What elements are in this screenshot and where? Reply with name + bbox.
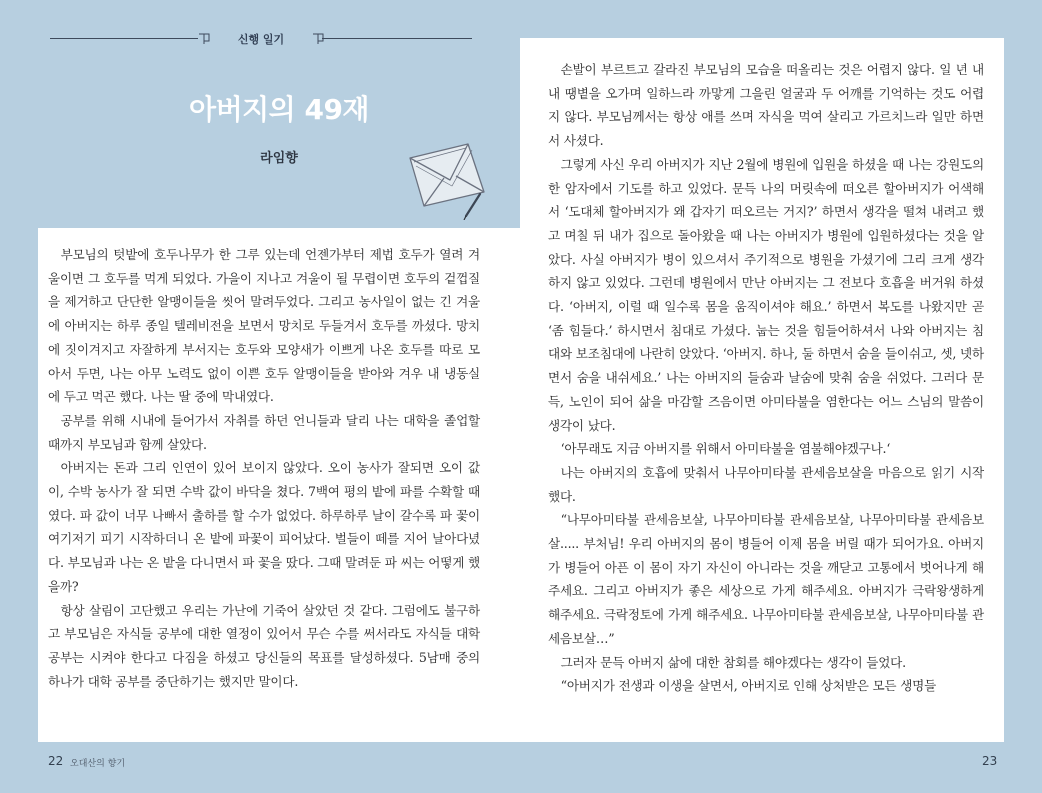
paragraph: 그러자 문득 아버지 삶에 대한 참회를 해야겠다는 생각이 들었다. bbox=[560, 654, 906, 670]
paragraph: 그렇게 사신 우리 아버지가 지난 2월에 병원에 입원을 하셨을 때 나는 강원도의 한 암자에서 기도를 하고 있었다. 문득 나의 머릿속에 떠오른 할아버지가 어색해서 ‘도대체 할아버지가 왜 갑자기 떠오르는 거지?’ 하면서 생각을 떨쳐 내려고 했고 며칠 뒤 내가 집으로 돌아왔을 때 나는 아버지가 병원에 입원하셨다는 것을 알았다. 사실 아버지가 병이 있으셔서 주기적으로 병원을 가셨기에 그리 크게 생각하지 않고 있었다. 그런데 병원에서 만난 아버지는 그 전보다 호흡을 버거워 하셨다. ‘아버지, 이럴 때 일수록 몸을 움직이셔야 해요.’ 하면서 복도를 나왔지만 곧 ‘좀 힘들다.’ 하시면서 침대로 가셨다. 눕는 것을 힘들어하셔서 나와 아버지는 침대와 보조침대에 나란히 앉았다. ‘아버지. 하나, 둘 하면서 숨을 들이쉬고, 셋, 넷하면서 숨을 내쉬세요.’ 나는 아버지의 들숨과 날숨에 맞춰 숨을 쉬었다. 그러다 문득, 노인이 되어 삶을 마감할 즈음이면 아미타불을 염한다는 어느 스님의 말씀이 생각이 났다. bbox=[548, 156, 984, 433]
envelope-pen-illustration-icon bbox=[406, 136, 496, 220]
section-label: 신행 일기 bbox=[237, 33, 285, 46]
page-number-right: 23 bbox=[982, 754, 998, 768]
paragraph: “나무아미타불 관세음보살, 나무아미타불 관세음보살, 나무아미타불 관세음보살..... 부처님! 우리 아버지의 몸이 병들어 이제 몸을 버릴 때가 되어가요. 아버지가 병들어 아픈 이 몸이 자기 자신이 아니라는 것을 깨닫고 고통에서 벗어나게 해주세요. 그리고 아버지가 좋은 세상으로 가게 해주세요. 아버지가 극락왕생하게 해주세요. 극락정토에 가게 해주세요. 나무아미타불 관세음보살, 나무아미타불 관세음보살…” bbox=[548, 512, 984, 646]
header-rule-right bbox=[322, 38, 472, 39]
paragraph: 부모님의 텃밭에 호두나무가 한 그루 있는데 언젠가부터 제법 호두가 열려 겨울이면 그 호두를 먹게 되었다. 가을이 지나고 겨울이 될 무렵이면 호두의 겉껍질을 제거하고 단단한 알맹이들을 씻어 말려두었다. 그리고 농사일이 없는 긴 겨울에 아버지는 하루 종일 텔레비전을 보면서 망치로 두들겨서 호두를 까셨다. 망치에 짓이겨지고 자잘하게 부서지는 호두와 모양새가 이쁘게 나온 호두를 따로 모아서 두면, 나는 아무 노력도 없이 이쁜 호두 알맹이들을 받아와 겨우 내 냉동실에 두고 먹곤 했다. 나는 딸 중에 막내였다. bbox=[48, 247, 480, 405]
magazine-name: 오대산의 향기 bbox=[70, 759, 126, 769]
article-title: 아버지의 49재 bbox=[189, 93, 369, 126]
paragraph: 나는 아버지의 호흡에 맞춰서 나무아미타불 관세음보살을 마음으로 읽기 시작했다. bbox=[548, 464, 984, 504]
bookmark-tab-icon bbox=[312, 33, 324, 45]
paragraph: “아버지가 전생과 이생을 살면서, 아버지로 인해 상처받은 모든 생명들 bbox=[560, 678, 937, 694]
paragraph: 공부를 위해 시내에 들어가서 자취를 하던 언니들과 달리 나는 대학을 졸업할 때까지 부모님과 함께 살았다. bbox=[48, 412, 480, 452]
bookmark-tab-icon bbox=[198, 33, 210, 45]
right-page-body bbox=[548, 58, 984, 698]
page-number-left: 22 bbox=[48, 754, 64, 768]
paragraph: 항상 살림이 고단했고 우리는 가난에 기죽어 살았던 것 같다. 그럼에도 불구하고 부모님은 자식들 공부에 대한 열정이 있어서 무슨 수를 써서라도 자식들 대학공부는 시켜야 한다고 다짐을 하셨고 당신들의 목표를 달성하셨다. 5남매 중의 하나가 대학 공부를 중단하기는 했지만 말이다. bbox=[48, 602, 480, 689]
author-name: 라임향 bbox=[260, 151, 298, 166]
paragraph: 손발이 부르트고 갈라진 부모님의 모습을 떠올리는 것은 어렵지 않다. 일 년 내내 땡볕을 오가며 일하느라 까맣게 그을린 얼굴과 두 어깨를 기억하는 것도 어렵지 않다. 부모님께서는 항상 애를 쓰며 자식을 먹여 살리고 가르치느라 일만 하면서 사셨다. bbox=[548, 62, 984, 149]
paragraph: ‘아무래도 지금 아버지를 위해서 아미타불을 염불해야겠구나.‘ bbox=[560, 441, 891, 457]
left-page-body bbox=[48, 243, 480, 693]
header-rule-left bbox=[50, 38, 198, 39]
paragraph: 아버지는 돈과 그리 인연이 있어 보이지 않았다. 오이 농사가 잘되면 오이 값이, 수박 농사가 잘 되면 수박 값이 바닥을 쳤다. 7백여 평의 밭에 파를 수확할 때였다. 파 값이 너무 나빠서 출하를 할 수가 없었다. 하루하루 날이 갈수록 파 꽃이 여기저기 피기 시작하더니 온 밭에 파꽃이 피어났다. 벌들이 떼를 지어 날아다녔다. 부모님과 나는 온 밭을 다니면서 파 꽃을 땄다. 그때 말려둔 파 씨는 어떻게 했을까? bbox=[48, 460, 480, 594]
